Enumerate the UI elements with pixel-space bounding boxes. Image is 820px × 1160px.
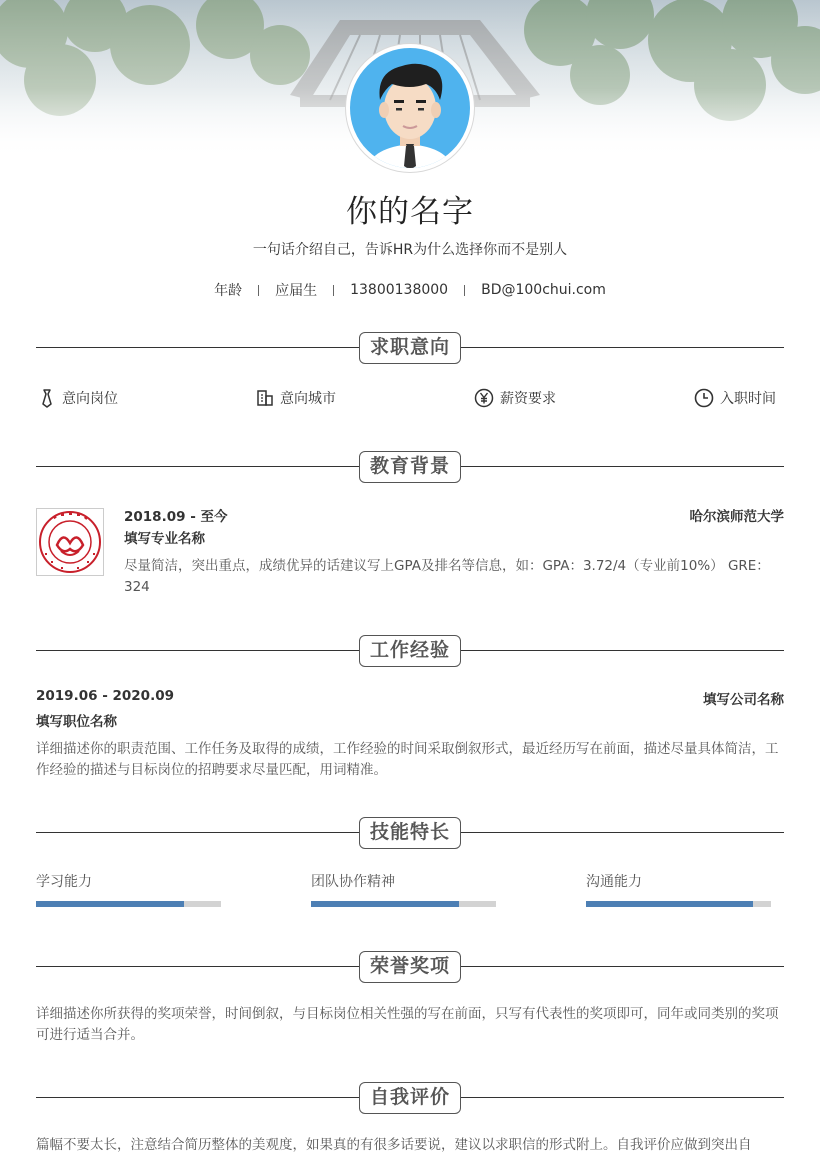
position-name: 填写职位名称: [36, 714, 117, 730]
skill-bar-fill: [36, 901, 184, 907]
skill-label: 学习能力: [36, 874, 92, 890]
section-title-work: [36, 635, 784, 667]
section-title-self: [36, 1082, 784, 1114]
school-seal-icon: [37, 509, 103, 575]
intent-salary: [474, 388, 556, 408]
divider: [258, 285, 259, 296]
avatar: [346, 44, 474, 172]
section-title-honors: [36, 951, 784, 983]
candidate-name: 你的名字: [346, 194, 474, 230]
school-logo: [36, 508, 104, 576]
skill-item: [586, 871, 772, 893]
avatar-illustration: [350, 48, 470, 168]
self-eval-description: 篇幅不要太长，注意结合简历整体的美观度，如果真的有很多话要说，建议以求职信的形式附上。自我评价应做到突出自: [36, 1137, 752, 1153]
major-name: 填写专业名称: [124, 531, 205, 547]
skill-bar: [311, 901, 496, 907]
intent-position: [38, 388, 118, 408]
intent-row: [36, 388, 784, 412]
company-name: 填写公司名称: [703, 692, 784, 708]
tagline: 一句话介绍自己，告诉HR为什么选择你而不是别人: [252, 242, 568, 258]
intent-position-label: 意向岗位: [62, 391, 118, 407]
section-title-intent: [36, 332, 784, 364]
intent-start: [694, 388, 776, 408]
intent-city: [256, 388, 336, 408]
section-label: 荣誉奖项: [359, 951, 461, 983]
section-label: 技能特长: [359, 817, 461, 849]
section-label: 工作经验: [359, 635, 461, 667]
education-date: 2018.09 - 至今: [124, 509, 228, 525]
yen-icon: [474, 388, 494, 408]
section-label: 自我评价: [359, 1082, 461, 1114]
school-name: 哈尔滨师范大学: [689, 509, 784, 525]
clock-icon: [694, 388, 714, 408]
work-date: 2019.06 - 2020.09: [36, 688, 174, 704]
honors-description: 详细描述你所获得的奖项荣誉，时间倒叙，与目标岗位相关性强的写在前面，只写有代表性的奖项即可，同年或同类别的奖项可进行适当合并。: [36, 1006, 779, 1043]
skill-item: [36, 871, 222, 893]
section-label: 求职意向: [359, 332, 461, 364]
skill-label: 沟通能力: [586, 874, 642, 890]
building-icon: [256, 389, 274, 407]
education-description: 尽量简洁，突出重点，成绩优异的话建议写上GPA及排名等信息，如：GPA：3.72/4（专业前10%） GRE：324: [124, 558, 770, 595]
intent-salary-label: 薪资要求: [500, 391, 556, 407]
section-title-skills: [36, 817, 784, 849]
divider: [333, 285, 334, 296]
skill-item: [311, 871, 497, 893]
work-description: 详细描述你的职责范围、工作任务及取得的成绩，工作经验的时间采取倒叙形式，最近经历写在前面，描述尽量具体简洁，工作经验的描述与目标岗位的招聘要求尽量匹配，用词精准。: [36, 741, 779, 778]
contact-age: 年龄: [214, 283, 243, 299]
contact-phone[interactable]: 13800138000: [350, 282, 449, 298]
skill-bar-fill: [311, 901, 459, 907]
contact-row: [0, 280, 820, 300]
contact-status: 应届生: [275, 283, 318, 299]
skill-bar-fill: [586, 901, 753, 907]
skill-bar: [586, 901, 771, 907]
section-label: 教育背景: [359, 451, 461, 483]
skill-bar: [36, 901, 221, 907]
tie-icon: [38, 388, 56, 408]
divider: [464, 285, 465, 296]
intent-start-label: 入职时间: [720, 391, 776, 407]
section-title-education: [36, 451, 784, 483]
contact-email[interactable]: BD@100chui.com: [481, 282, 606, 298]
skill-label: 团队协作精神: [311, 874, 395, 890]
intent-city-label: 意向城市: [280, 391, 336, 407]
